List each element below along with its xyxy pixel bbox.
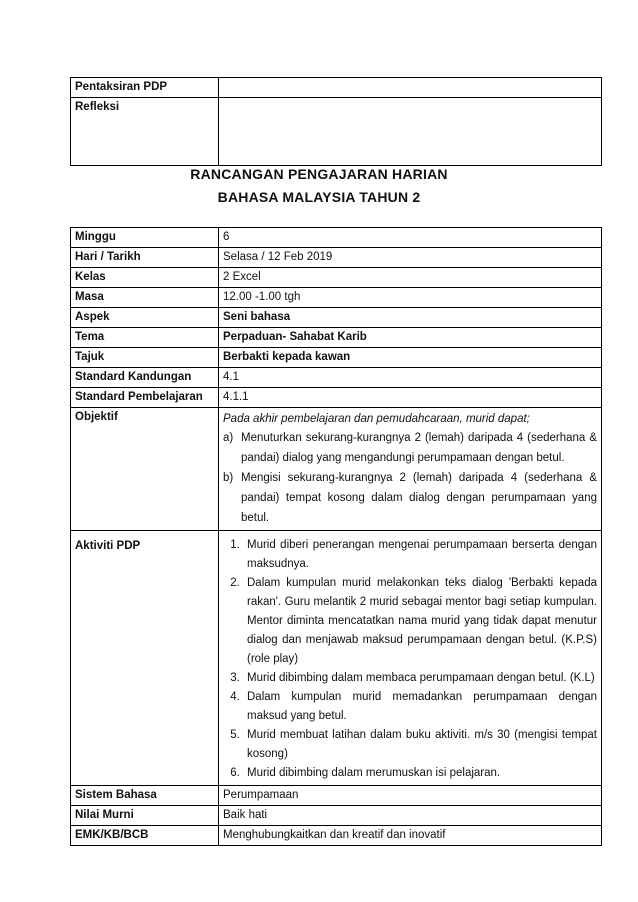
list-marker: b) (223, 472, 234, 484)
refleksi-label: Refleksi (71, 98, 219, 166)
pentaksiran-label: Pentaksiran PDP (71, 78, 219, 98)
kelas-label: Kelas (71, 268, 219, 288)
table-row (71, 248, 602, 268)
list-item: 3. Murid dibimbing dalam membaca perumpamaan dengan betul. (K.L) (243, 669, 597, 688)
sistem-bahasa-label: Sistem Bahasa (71, 786, 219, 806)
table-row (71, 98, 602, 166)
table-row (71, 368, 602, 388)
table-row (71, 531, 602, 786)
nilai-murni-value: Baik hati (219, 806, 602, 826)
table-row (71, 786, 602, 806)
objektif-intro: Pada akhir pembelajaran dan pemudahcaraan, murid dapat; (223, 413, 530, 425)
aspek-value: Seni bahasa (219, 308, 602, 328)
page-title: RANCANGAN PENGAJARAN HARIAN (190, 166, 448, 182)
tajuk-label: Tajuk (71, 348, 219, 368)
list-item: 6. Murid dibimbing dalam merumuskan isi pelajaran. (243, 764, 597, 783)
masa-label: Masa (71, 288, 219, 308)
list-item: 4. Dalam kumpulan murid memadankan perumpamaan dengan maksud yang betul. (243, 688, 597, 726)
list-item (223, 468, 597, 528)
aktiviti-cell (219, 531, 602, 786)
emk-label: EMK/KB/BCB (71, 826, 219, 846)
nilai-murni-label: Nilai Murni (71, 806, 219, 826)
lesson-plan-table (70, 227, 602, 846)
hari-value: Selasa / 12 Feb 2019 (219, 248, 602, 268)
list-item (223, 428, 597, 468)
standard-pembelajaran-label: Standard Pembelajaran (71, 388, 219, 408)
table-row (71, 308, 602, 328)
standard-kandungan-value: 4.1 (219, 368, 602, 388)
list-marker: a) (223, 432, 234, 444)
kelas-value: 2 Excel (219, 268, 602, 288)
table-row (71, 826, 602, 846)
emk-value: Menghubungkaitkan dan kreatif dan inovatif (219, 826, 602, 846)
table-row (71, 806, 602, 826)
table-row (71, 228, 602, 248)
standard-pembelajaran-value: 4.1.1 (219, 388, 602, 408)
objektif-text: Menuturkan sekurang-kurangnya 2 (lemah) daripada 4 (sederhana & pandai) dialog yang mengandungi perumpamaan dengan betul. (241, 432, 597, 464)
objektif-text: Mengisi sekurang-kurangnya 2 (lemah) daripada 4 (sederhana & pandai) tempat kosong dalam dialog dengan perumpamaan yang betul. (241, 472, 597, 524)
standard-kandungan-label: Standard Kandungan (71, 368, 219, 388)
tajuk-value: Berbakti kepada kawan (219, 348, 602, 368)
page-subtitle: BAHASA MALAYSIA TAHUN 2 (217, 189, 421, 205)
list-item: 2. Dalam kumpulan murid melakonkan teks dialog 'Berbakti kepada rakan'. Guru melantik 2 murid sebagai mentor bagi setiap kumpulan. Mentor diminta mencatatkan nama murid yang tidak dapat menutur dialog dan menjawab maksud perumpamaan dengan betul. (K.P.S) (role play) (243, 574, 597, 669)
tema-label: Tema (71, 328, 219, 348)
table-row (71, 78, 602, 98)
table-row (71, 288, 602, 308)
list-item: 5. Murid membuat latihan dalam buku aktiviti. m/s 30 (mengisi tempat kosong) (243, 726, 597, 764)
table-row (71, 408, 602, 531)
hari-label: Hari / Tarikh (71, 248, 219, 268)
table-row (71, 348, 602, 368)
aktiviti-list (223, 536, 597, 783)
minggu-label: Minggu (71, 228, 219, 248)
pentaksiran-value (219, 78, 602, 98)
table-row (71, 388, 602, 408)
table-row (71, 328, 602, 348)
minggu-value: 6 (219, 228, 602, 248)
sistem-bahasa-value: Perumpamaan (219, 786, 602, 806)
list-item: 1. Murid diberi penerangan mengenai perumpamaan berserta dengan maksudnya. (243, 536, 597, 574)
objektif-cell (219, 408, 602, 531)
tema-value: Perpaduan- Sahabat Karib (219, 328, 602, 348)
aktiviti-label: Aktiviti PDP (71, 531, 219, 786)
assessment-table (70, 77, 602, 166)
refleksi-value (219, 98, 602, 166)
table-row (71, 268, 602, 288)
masa-value: 12.00 -1.00 tgh (219, 288, 602, 308)
aspek-label: Aspek (71, 308, 219, 328)
objektif-label: Objektif (71, 408, 219, 531)
